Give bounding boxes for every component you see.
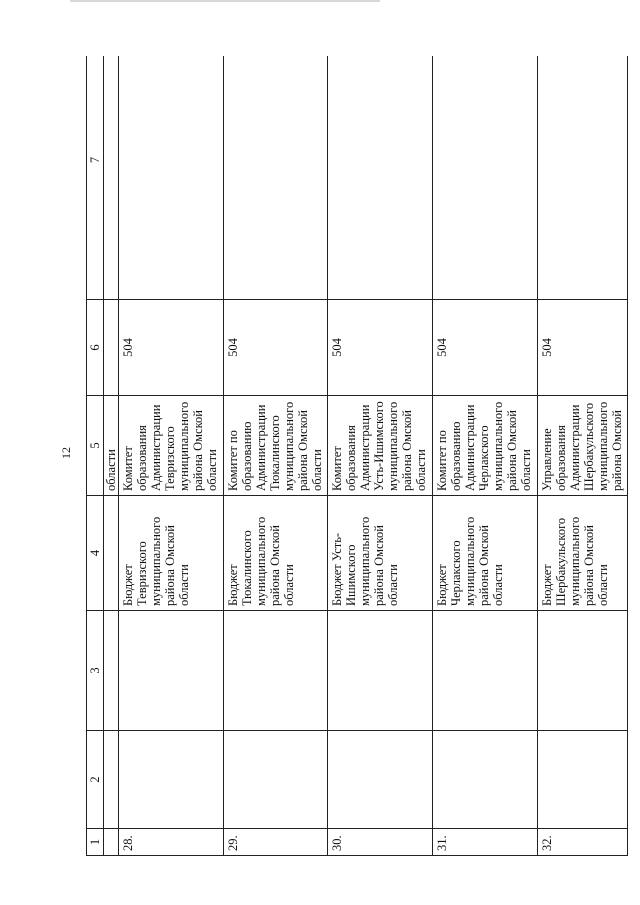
- column-header-1: 1: [87, 829, 104, 856]
- cell-empty: [104, 496, 119, 611]
- cell-empty: [104, 300, 119, 396]
- cell-empty: [104, 611, 119, 731]
- cell-empty: [328, 611, 433, 731]
- row-number: 31.: [432, 829, 537, 856]
- budget-name: Бюджет Тюкалинского муниципального района Омской области: [223, 496, 328, 611]
- recipient-name: Управление образования Администрации Шербакульского муниципального района Омской: [537, 396, 627, 496]
- column-header-3: 3: [87, 611, 104, 731]
- budget-name: Бюджет Шербакульского муниципального района Омской области: [537, 496, 627, 611]
- cell-empty: [432, 56, 537, 300]
- table-row: [223, 56, 328, 856]
- scan-artifact: [70, 0, 380, 2]
- recipient-name: Комитет по образованию Администрации Тюкалинского муниципального района Омской области: [223, 396, 328, 496]
- column-header-2: 2: [87, 731, 104, 829]
- cell-empty: [432, 611, 537, 731]
- header-row: [87, 56, 104, 856]
- cell-empty: [328, 731, 433, 829]
- cell-empty: [537, 56, 627, 300]
- cell-empty: [328, 56, 433, 300]
- row-number: 28.: [119, 829, 224, 856]
- recipient-name: Комитет образования Администрации Тевризского муниципального района Омской области: [119, 396, 224, 496]
- table-row: [328, 56, 433, 856]
- cell-empty: [537, 731, 627, 829]
- cell-empty: [223, 611, 328, 731]
- page-number: 12: [59, 447, 73, 459]
- code-value: 504: [119, 300, 224, 396]
- table-container: [86, 56, 628, 856]
- cell-empty: [537, 611, 627, 731]
- row-number: 30.: [328, 829, 433, 856]
- cell-empty: [104, 731, 119, 829]
- continuation-row: [104, 56, 119, 856]
- code-value: 504: [328, 300, 433, 396]
- cell-empty: [223, 56, 328, 300]
- recipient-name: Комитет образования Администрации Усть-Ишимского муниципального района Омской области: [328, 396, 433, 496]
- row-number: 29.: [223, 829, 328, 856]
- code-value: 504: [223, 300, 328, 396]
- table-row: [537, 56, 627, 856]
- code-value: 504: [537, 300, 627, 396]
- cell-empty: [119, 56, 224, 300]
- column-header-7: 7: [87, 56, 104, 300]
- recipient-name: Комитет по образованию Администрации Черлакского муниципального района Омской области: [432, 396, 537, 496]
- cell-empty: [104, 829, 119, 856]
- column-header-4: 4: [87, 496, 104, 611]
- budget-table: [86, 56, 628, 856]
- row-number: 32.: [537, 829, 627, 856]
- cell-empty: [432, 731, 537, 829]
- cell-empty: [119, 611, 224, 731]
- code-value: 504: [432, 300, 537, 396]
- cell-empty: [104, 56, 119, 300]
- budget-name: Бюджет Черлакского муниципального района Омской области: [432, 496, 537, 611]
- cell-empty: [119, 731, 224, 829]
- budget-name: Бюджет Усть-Ишимского муниципального района Омской области: [328, 496, 433, 611]
- cell-empty: [223, 731, 328, 829]
- continuation-text: области: [104, 396, 119, 496]
- table-row: [432, 56, 537, 856]
- column-header-5: 5: [87, 396, 104, 496]
- table-row: [119, 56, 224, 856]
- column-header-6: 6: [87, 300, 104, 396]
- budget-name: Бюджет Тевризского муниципального района Омской области: [119, 496, 224, 611]
